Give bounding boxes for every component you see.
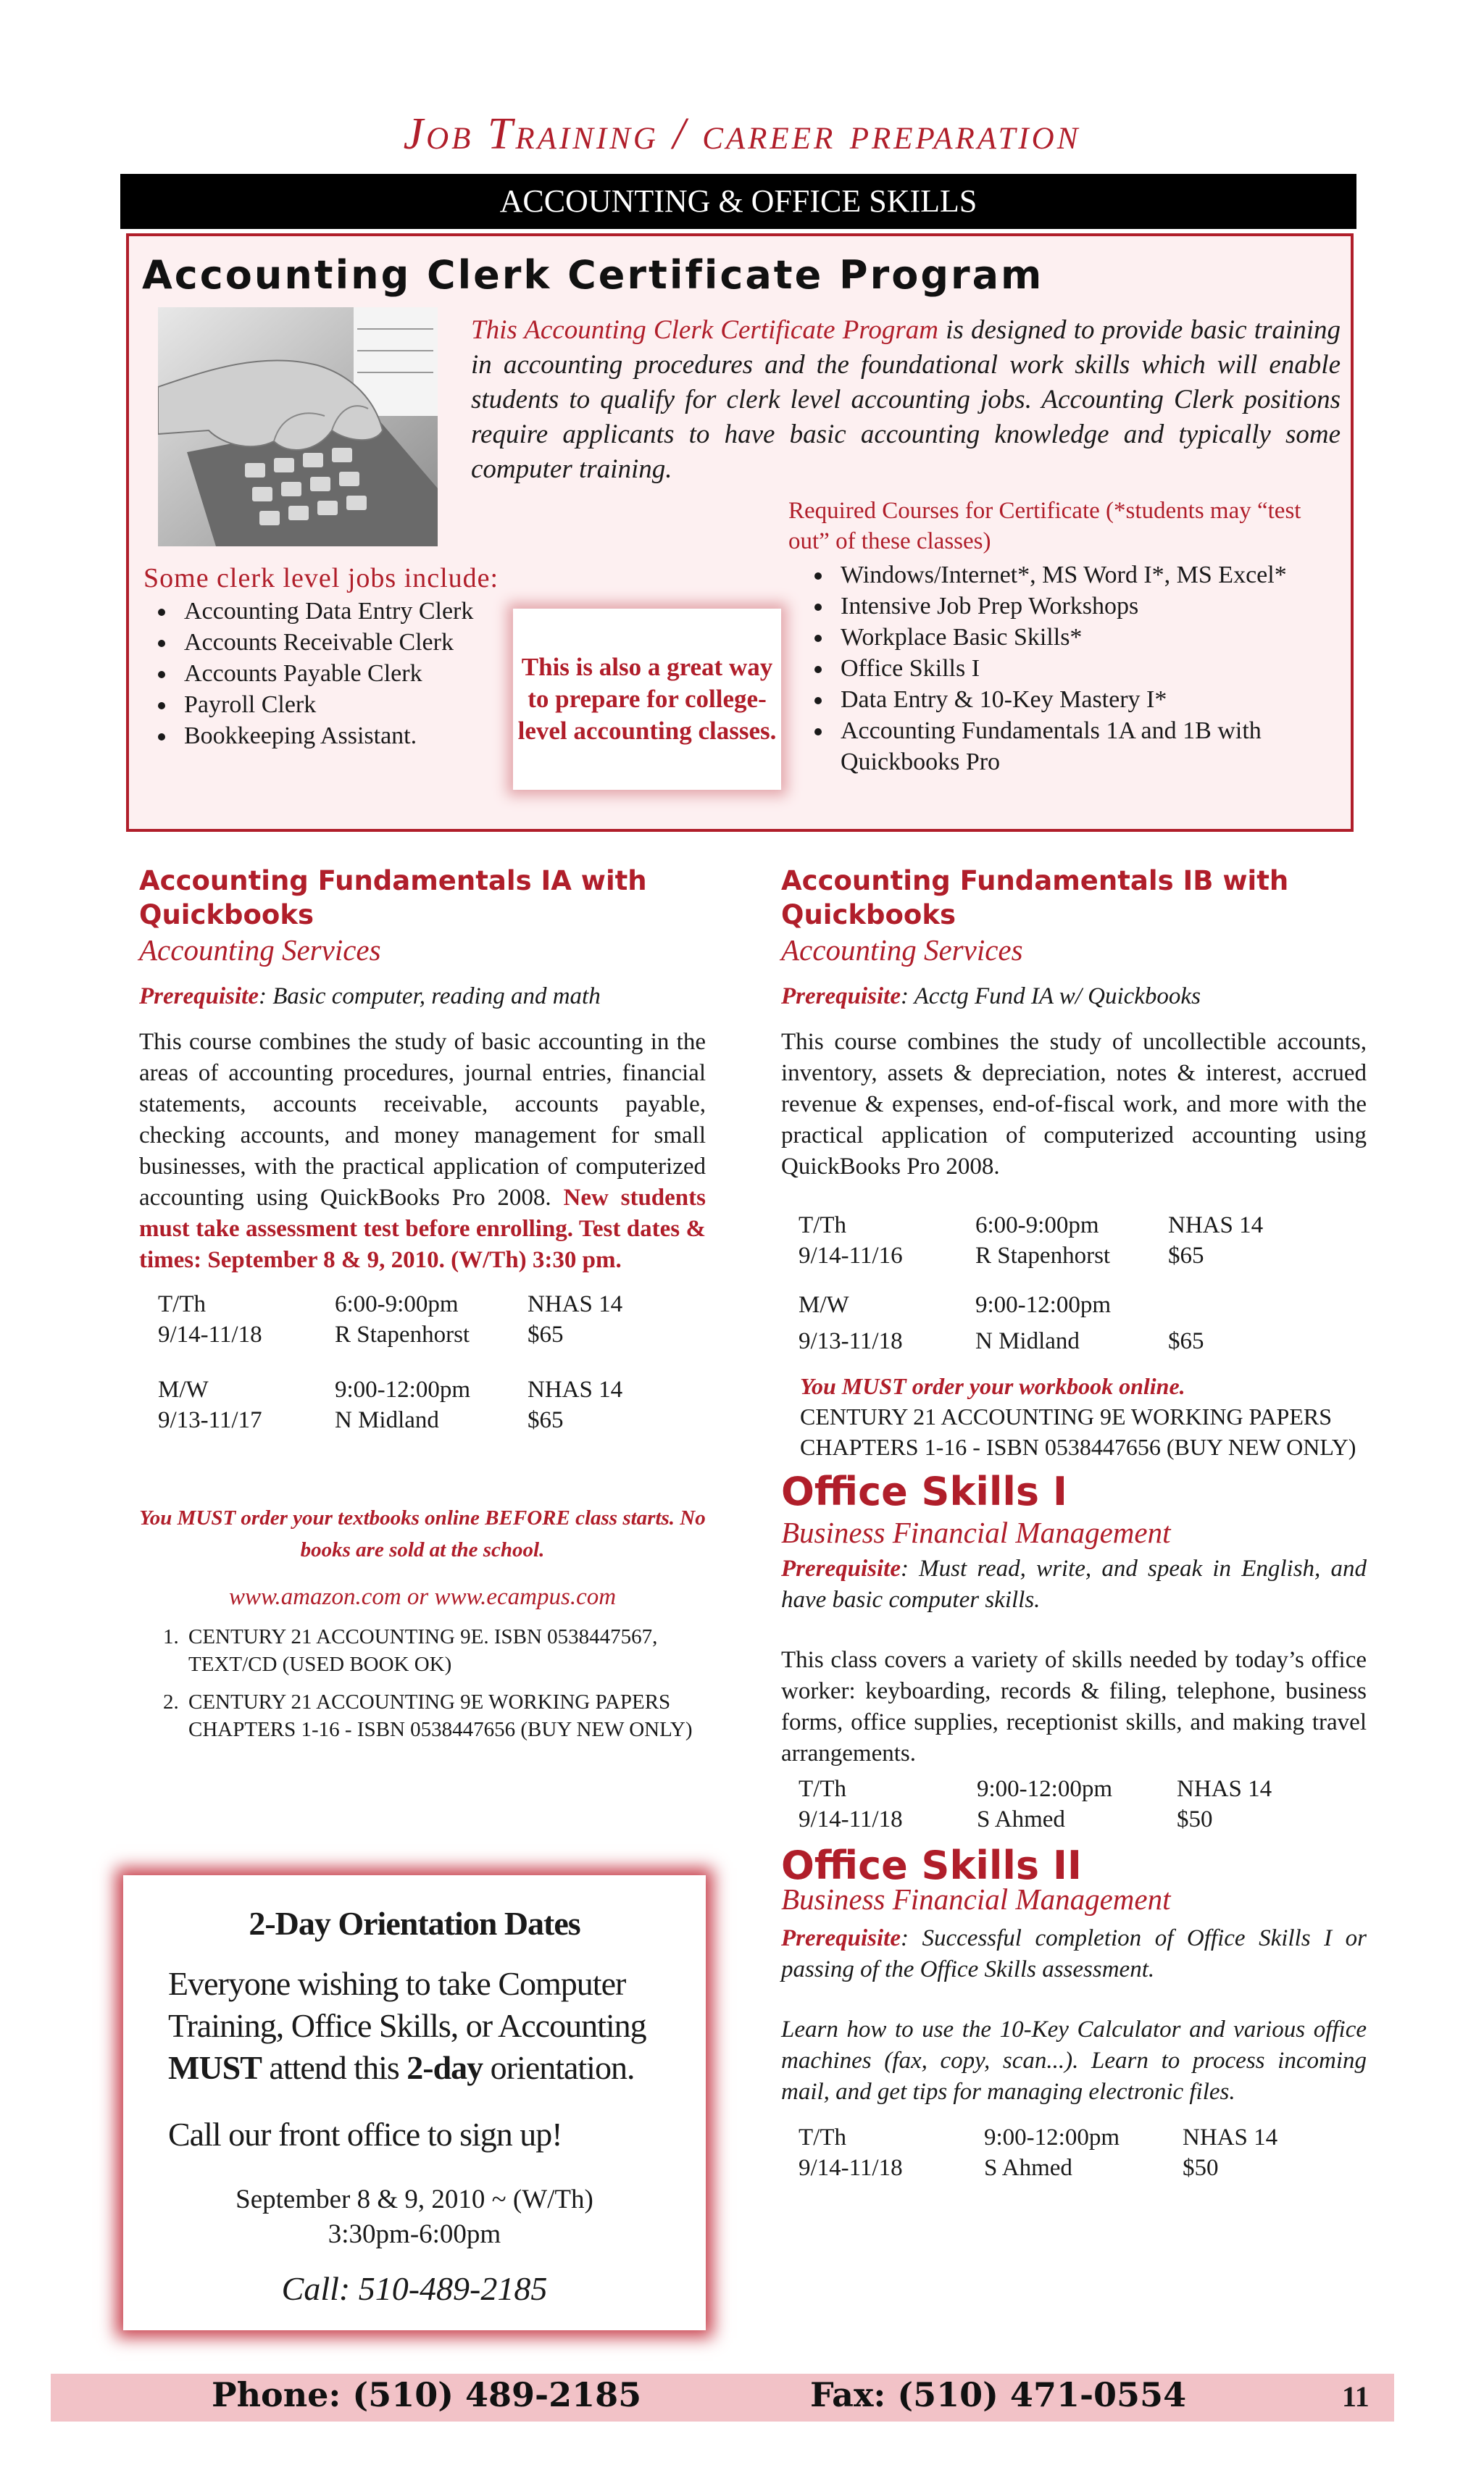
schedule-fee: $50 xyxy=(1183,2155,1219,2181)
list-item: • Accounting Data Entry Clerk xyxy=(177,596,549,627)
orientation-message xyxy=(168,1963,662,2089)
table-row xyxy=(799,1774,1272,1804)
schedule-room: NHAS 14 xyxy=(528,1291,623,1317)
schedule-time: 6:00-9:00pm xyxy=(975,1212,1099,1238)
course-ib-title: Accounting Fundamentals IB with Quickbooks xyxy=(781,865,1289,930)
schedule-days: T/Th xyxy=(799,1212,846,1238)
schedule-time: 6:00-9:00pm xyxy=(335,1291,459,1317)
schedule-time: 9:00-12:00pm xyxy=(975,1292,1111,1318)
schedule-dates: 9/14-11/18 xyxy=(799,1806,903,1832)
list-item: 1. CENTURY 21 ACCOUNTING 9E. ISBN 0538447567, TEXT/CD (USED BOOK OK) xyxy=(184,1623,706,1678)
orientation-title: 2-Day Orientation Dates xyxy=(249,1905,580,1942)
schedule-fee: $50 xyxy=(1177,1806,1213,1832)
table-row xyxy=(158,1289,622,1319)
program-intro-text: is designed to provide basic training in accounting procedures and the foundational work skills which will enable students to qualify for clerk level accounting jobs. Accounting Clerk positions require applicants to have basic accounting knowledge and typically some computer training. xyxy=(471,315,1341,484)
workbook-title: CENTURY 21 ACCOUNTING 9E WORKING PAPERS CHAPTERS 1-16 - ISBN 0538447656 (BUY NEW ONLY) xyxy=(800,1404,1356,1460)
course-ia-prerequisite xyxy=(139,981,706,1012)
office-skills-1-title: Office Skills I xyxy=(781,1469,1067,1514)
office-skills-2-description: Learn how to use the 10-Key Calculator and various office machines (fax, copy, scan...). Learn to process incoming mail, and get tips for managing electronic files. xyxy=(781,2017,1367,2105)
prereq-text: : Basic computer, reading and math xyxy=(258,983,601,1009)
office-skills-1-schedule xyxy=(799,1774,1272,1835)
office-skills-2-prerequisite xyxy=(781,1923,1367,1985)
schedule-days: M/W xyxy=(799,1292,849,1318)
bookseller-sites: www.amazon.com or www.ecampus.com xyxy=(228,1584,617,1610)
college-prep-callout xyxy=(513,609,781,790)
schedule-dates: 9/14-11/18 xyxy=(799,2155,903,2181)
schedule-fee: $65 xyxy=(1168,1328,1204,1354)
table-row xyxy=(799,2153,1277,2183)
course-ib-schedule xyxy=(799,1210,1263,1356)
schedule-instructor: S Ahmed xyxy=(977,1806,1065,1832)
schedule-days: T/Th xyxy=(799,2124,846,2151)
course-ia xyxy=(139,864,706,1743)
schedule-dates: 9/14-11/18 xyxy=(158,1322,262,1348)
list-item: • Workplace Basic Skills* xyxy=(833,622,1339,653)
orientation-text: orientation. xyxy=(483,2049,635,2086)
table-row xyxy=(158,1375,622,1405)
course-ia-description xyxy=(139,1027,706,1276)
workbook-note: You MUST order your workbook online. xyxy=(800,1373,1185,1399)
schedule-fee: $65 xyxy=(528,1322,564,1348)
list-item: • Accounting Fundamentals 1A and 1B with Quickbooks Pro xyxy=(833,715,1339,777)
office-skills-1-description: This class covers a variety of skills needed by today’s office worker: keyboarding, records & filing, telephone, business forms, office supplies, receptionist skills, and making travel arrangements. xyxy=(781,1647,1367,1767)
course-ib xyxy=(781,864,1367,2183)
schedule-instructor: R Stapenhorst xyxy=(975,1243,1111,1269)
prereq-text: : Successful completion of Office Skills I or passing of the Office Skills assessment. xyxy=(781,1925,1367,1982)
prereq-label: Prerequisite xyxy=(781,1556,901,1582)
schedule-room: NHAS 14 xyxy=(1177,1776,1272,1802)
orientation-must: MUST xyxy=(168,2049,262,2086)
category-bar: ACCOUNTING & OFFICE SKILLS xyxy=(120,174,1356,229)
orientation-signup: Call our front office to sign up! xyxy=(168,2116,562,2153)
clerk-jobs-heading: Some clerk level jobs include: xyxy=(143,563,499,593)
list-item: • Accounts Payable Clerk xyxy=(177,658,549,689)
table-row xyxy=(799,1320,1263,1356)
schedule-days: M/W xyxy=(158,1377,209,1403)
assessment-note: New students must take assessment test before enrolling. Test dates & times: September 8 & 9, 2010. (W/Th) 3:30 pm. xyxy=(139,1185,706,1273)
clerk-jobs xyxy=(143,562,549,751)
list-item: • Intensive Job Prep Workshops xyxy=(833,591,1339,622)
table-row xyxy=(799,1240,1263,1271)
orientation-text: attend this xyxy=(261,2049,407,2086)
schedule-time: 9:00-12:00pm xyxy=(977,1776,1112,1802)
footer-phone: Phone: (510) 489-2185 xyxy=(212,2375,642,2414)
required-courses-list xyxy=(788,559,1339,777)
list-item: • Office Skills I xyxy=(833,653,1339,684)
orientation-box xyxy=(123,1875,706,2330)
orientation-two-day: 2-day xyxy=(407,2049,483,2086)
prereq-text: : Must read, write, and speak in English, and have basic computer skills. xyxy=(781,1556,1367,1613)
table-row xyxy=(158,1319,622,1350)
schedule-instructor: N Midland xyxy=(335,1407,439,1433)
page-number: 11 xyxy=(1342,2380,1370,2413)
schedule-time: 9:00-12:00pm xyxy=(984,2124,1120,2151)
program-intro xyxy=(471,313,1341,487)
orientation-time: 3:30pm-6:00pm xyxy=(328,2219,501,2249)
course-ib-prerequisite xyxy=(781,981,1367,1012)
program-intro-highlight: This Accounting Clerk Certificate Program xyxy=(471,315,938,345)
table-row xyxy=(799,1290,1263,1320)
schedule-room: NHAS 14 xyxy=(1168,1212,1264,1238)
table-row xyxy=(799,2122,1277,2153)
schedule-instructor: S Ahmed xyxy=(984,2155,1072,2181)
orientation-text: Everyone wishing to take Computer Training, Office Skills, or Accounting xyxy=(168,1965,646,2044)
list-item: • Bookkeeping Assistant. xyxy=(177,720,549,751)
office-skills-2-schedule xyxy=(799,2122,1277,2183)
office-skills-2-title: Office Skills II xyxy=(781,1843,1083,1888)
course-ib-subtitle: Accounting Services xyxy=(781,933,1023,967)
course-ib-description: This course combines the study of uncollectible accounts, inventory, assets & depreciation, notes & interest, accrued revenue & expenses, end-of-fiscal work, and more with the practical application of computerized accounting using QuickBooks Pro 2008. xyxy=(781,1029,1367,1180)
schedule-instructor: R Stapenhorst xyxy=(335,1322,470,1348)
list-item: 2. CENTURY 21 ACCOUNTING 9E WORKING PAPERS CHAPTERS 1-16 - ISBN 0538447656 (BUY NEW ONLY) xyxy=(184,1688,706,1743)
calculator-photo xyxy=(158,307,438,546)
program-title: Accounting Clerk Certificate Program xyxy=(142,252,1044,298)
footer-fax: Fax: (510) 471-0554 xyxy=(810,2375,1187,2414)
office-skills-2-subtitle: Business Financial Management xyxy=(781,1882,1171,1916)
schedule-fee: $65 xyxy=(1168,1243,1204,1269)
orientation-dates: September 8 & 9, 2010 ~ (W/Th) xyxy=(235,2185,593,2214)
clerk-jobs-list xyxy=(143,596,549,751)
workbook-info xyxy=(800,1371,1367,1462)
schedule-days: T/Th xyxy=(158,1291,206,1317)
schedule-days: T/Th xyxy=(799,1776,846,1802)
list-item: • Payroll Clerk xyxy=(177,689,549,720)
prereq-text: : Acctg Fund IA w/ Quickbooks xyxy=(900,983,1201,1009)
textbook-note: You MUST order your textbooks online BEFORE class starts. No books are sold at the school. xyxy=(139,1506,706,1561)
schedule-time: 9:00-12:00pm xyxy=(335,1377,470,1403)
schedule-room xyxy=(1168,1290,1263,1320)
schedule-fee: $65 xyxy=(528,1407,564,1433)
prereq-label: Prerequisite xyxy=(781,1925,901,1951)
prereq-label: Prerequisite xyxy=(781,983,901,1009)
callout-text: This is also a great way to prepare for college-level accounting classes. xyxy=(517,653,777,745)
orientation-phone: Call: 510-489-2185 xyxy=(281,2270,548,2307)
schedule-dates: 9/13-11/17 xyxy=(158,1407,262,1433)
schedule-instructor: N Midland xyxy=(975,1328,1080,1354)
course-ia-subtitle: Accounting Services xyxy=(139,933,381,967)
schedule-room: NHAS 14 xyxy=(528,1377,623,1403)
office-skills-1-prerequisite xyxy=(781,1554,1367,1616)
schedule-room: NHAS 14 xyxy=(1183,2124,1278,2151)
list-item: • Accounts Receivable Clerk xyxy=(177,627,549,658)
table-row xyxy=(158,1405,622,1435)
list-item: • Windows/Internet*, MS Word I*, MS Excel* xyxy=(833,559,1339,591)
table-row xyxy=(799,1804,1272,1835)
schedule-dates: 9/13-11/18 xyxy=(799,1328,903,1354)
list-item: • Data Entry & 10-Key Mastery I* xyxy=(833,684,1339,715)
prereq-label: Prerequisite xyxy=(139,983,259,1009)
section-title: Job Training / career preparation xyxy=(403,109,1081,159)
course-ia-title: Accounting Fundamentals IA with Quickbooks xyxy=(139,865,647,930)
book-list xyxy=(139,1623,706,1743)
office-skills-1-subtitle: Business Financial Management xyxy=(781,1516,1171,1549)
required-courses xyxy=(788,496,1339,777)
description-text: This course combines the study of basic accounting in the areas of accounting procedures, journal entries, financial statements, accounts receivable, accounts payable, checking accounts, and money management for small businesses, with the practical application of computerized accounting using QuickBooks Pro 2008. xyxy=(139,1029,706,1211)
course-ia-schedule xyxy=(158,1289,622,1435)
schedule-dates: 9/14-11/16 xyxy=(799,1243,903,1269)
required-courses-heading: Required Courses for Certificate (*students may “test out” of these classes) xyxy=(788,498,1301,554)
table-row xyxy=(799,1210,1263,1240)
